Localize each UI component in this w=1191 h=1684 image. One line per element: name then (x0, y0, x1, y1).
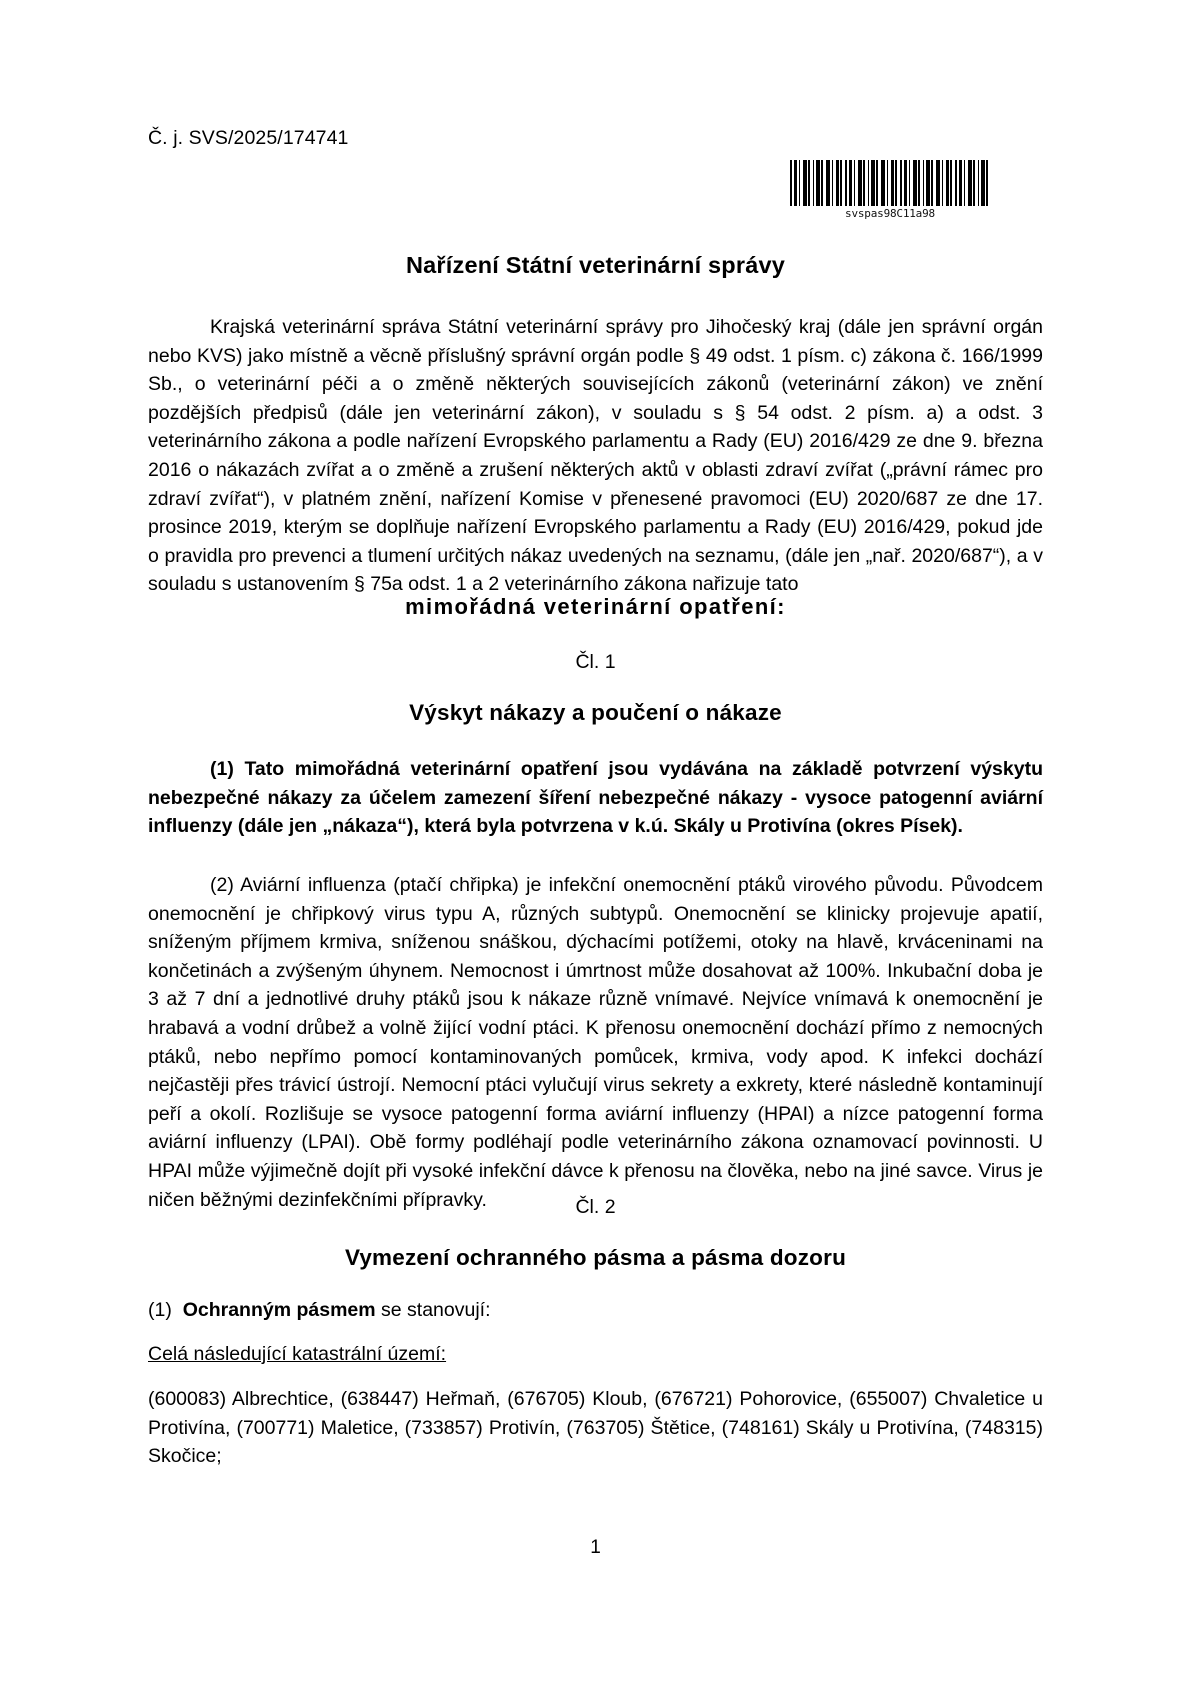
article-2-number: Čl. 2 (575, 1196, 616, 1218)
article-2-paragraph-1-number: (1) (148, 1299, 172, 1321)
article-1-paragraph-2-block (148, 871, 1043, 1214)
document-reference-number: Č. j. SVS/2025/174741 (148, 127, 349, 149)
preamble-paragraph: Krajská veterinární správa Státní veterinární správy pro Jihočeský kraj (dále jen správní orgán nebo KVS) jako místně a věcně příslušný správní orgán podle § 49 odst. 1 písm. c) zákona č. 166/1999 Sb., o veterinární péči a o změně některých souvisejících zákonů (veterinární zákon) ve znění pozdějších předpisů (dále jen veterinární zákon), v souladu s § 54 odst. 2 písm. a) a odst. 3 veterinárního zákona a podle nařízení Evropského parlamentu a Rady (EU) 2016/429 ze dne 9. března 2016 o nákazách zvířat a o změně a zrušení některých aktů v oblasti zdraví zvířat („právní rámec pro zdraví zvířat“), v platném znění, nařízení Komise v přenesené pravomoci (EU) 2020/687 ze dne 17. prosince 2019, kterým se doplňuje nařízení Evropského parlamentu a Rady (EU) 2016/429, pokud jde o pravidla pro prevenci a tlumení určitých nákaz uvedených na seznamu, (dále jen „nař. 2020/687“), a v souladu s ustanovením § 75a odst. 1 a 2 veterinárního zákona nařizuje tato (148, 316, 1043, 596)
article-2-paragraph-1-rest: se stanovují: (381, 1299, 491, 1321)
article-2-paragraph-1 (148, 1296, 1043, 1325)
article-2-paragraph-1-block (148, 1296, 1043, 1325)
measures-heading: mimořádná veterinární opatření: (405, 594, 786, 619)
cadastral-subheading-block (148, 1340, 1043, 1369)
cadastral-list: (600083) Albrechtice, (638447) Heřmaň, (676705) Kloub, (676721) Pohorovice, (655007) Chvaletice u Protivína, (700771) Maletice, (733857) Protivín, (763705) Štětice, (748161) Skály u Protivína, (748315) Skočice; (148, 1388, 1043, 1468)
article-1-heading: Výskyt nákazy a poučení o nákaze (409, 700, 782, 725)
page-number: 1 (590, 1537, 601, 1558)
article-1-paragraph-1: (1) Tato mimořádná veterinární opatření jsou vydávána na základě potvrzení výskytu nebezpečné nákazy za účelem zamezení šíření nebezpečné nákazy - vysoce patogenní aviární influenzy (dále jen „nákaza“), která byla potvrzena v k.ú. Skály u Protivína (okres Písek). (148, 758, 1043, 838)
article-1-paragraph-2: (2) Aviární influenza (ptačí chřipka) je infekční onemocnění ptáků virového původu. Původcem onemocnění je chřipkový virus typu A, různých subtypů. Onemocnění se klinicky projevuje apatií, sníženým příjmem krmiva, sníženou snáškou, dýchacími potížemi, otoky na hlavě, krváceninami na končetinách a zvýšeným úhynem. Nemocnost i úmrtnost může dosahovat až 100%. Inkubační doba je 3 až 7 dní a jednotlivé druhy ptáků jsou k nákaze různě vnímavé. Nejvíce vnímavá k onemocnění je hrabavá a vodní drůbež a volně žijící vodní ptáci. K přenosu onemocnění dochází přímo z nemocných ptáků, nebo nepřímo pomocí kontaminovaných pomůcek, krmiva, vody apod. K infekci dochází nejčastěji přes trávicí ústrojí. Nemocní ptáci vylučují virus sekrety a exkrety, které následně kontaminují peří a okolí. Rozlišuje se vysoce patogenní forma aviární influenzy (HPAI) a nízce patogenní forma aviární influenzy (LPAI). Obě formy podléhají podle veterinárního zákona oznamovací povinnosti. U HPAI může výjimečně dojít při vysoké infekční dávce k přenosu na člověka, nebo na jiné savce. Virus je ničen běžnými dezinfekčními přípravky. (148, 874, 1043, 1211)
barcode-block (785, 160, 995, 220)
cadastral-subheading: Celá následující katastrální území: (148, 1343, 447, 1365)
article-1-paragraph-1-block (148, 755, 1043, 841)
page-title: Nařízení Státní veterinární správy (405, 252, 786, 278)
protective-zone-term: Ochranným pásmem (182, 1299, 376, 1321)
barcode-image (790, 160, 990, 206)
barcode-label: svspas98C11a98 (845, 207, 935, 220)
article-1-number: Čl. 1 (575, 651, 616, 673)
article-2-heading: Vymezení ochranného pásma a pásma dozoru (344, 1245, 847, 1270)
cadastral-list-block (148, 1385, 1043, 1471)
preamble-block (148, 313, 1043, 599)
